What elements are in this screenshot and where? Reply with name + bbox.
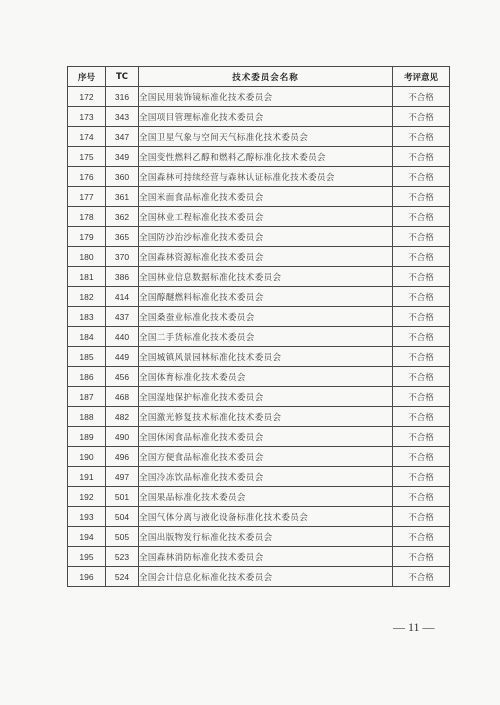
cell-tc: 370 <box>106 247 139 267</box>
cell-tc: 449 <box>106 347 139 367</box>
cell-committee-name: 全国林业工程标准化技术委员会 <box>139 207 393 227</box>
table-row <box>68 227 450 247</box>
cell-evaluation-opinion: 不合格 <box>393 87 450 107</box>
table-row <box>68 107 450 127</box>
table-row <box>68 467 450 487</box>
cell-evaluation-opinion: 不合格 <box>393 267 450 287</box>
cell-committee-name: 全国防沙治沙标准化技术委员会 <box>139 227 393 247</box>
cell-tc: 440 <box>106 327 139 347</box>
table-row <box>68 307 450 327</box>
cell-seq: 192 <box>68 487 106 507</box>
table-row <box>68 167 450 187</box>
cell-committee-name: 全国森林资源标准化技术委员会 <box>139 247 393 267</box>
table-row <box>68 487 450 507</box>
table-row <box>68 187 450 207</box>
table-row <box>68 367 450 387</box>
cell-evaluation-opinion: 不合格 <box>393 227 450 247</box>
cell-seq: 175 <box>68 147 106 167</box>
cell-evaluation-opinion: 不合格 <box>393 187 450 207</box>
cell-seq: 191 <box>68 467 106 487</box>
cell-evaluation-opinion: 不合格 <box>393 447 450 467</box>
cell-tc: 497 <box>106 467 139 487</box>
table-row <box>68 427 450 447</box>
cell-seq: 173 <box>68 107 106 127</box>
cell-committee-name: 全国变性燃料乙醇和燃料乙醇标准化技术委员会 <box>139 147 393 167</box>
cell-evaluation-opinion: 不合格 <box>393 467 450 487</box>
cell-evaluation-opinion: 不合格 <box>393 407 450 427</box>
cell-tc: 504 <box>106 507 139 527</box>
cell-seq: 179 <box>68 227 106 247</box>
cell-evaluation-opinion: 不合格 <box>393 327 450 347</box>
table-row <box>68 407 450 427</box>
cell-tc: 482 <box>106 407 139 427</box>
cell-seq: 195 <box>68 547 106 567</box>
cell-seq: 178 <box>68 207 106 227</box>
table-row <box>68 447 450 467</box>
page-number: — 11 — <box>393 620 435 634</box>
cell-committee-name: 全国果品标准化技术委员会 <box>139 487 393 507</box>
table-row <box>68 387 450 407</box>
cell-evaluation-opinion: 不合格 <box>393 347 450 367</box>
cell-seq: 194 <box>68 527 106 547</box>
cell-seq: 176 <box>68 167 106 187</box>
table-row <box>68 327 450 347</box>
cell-committee-name: 全国森林可持续经营与森林认证标准化技术委员会 <box>139 167 393 187</box>
cell-tc: 360 <box>106 167 139 187</box>
cell-evaluation-opinion: 不合格 <box>393 487 450 507</box>
cell-seq: 196 <box>68 567 106 587</box>
committee-evaluation-table <box>67 66 450 587</box>
cell-seq: 188 <box>68 407 106 427</box>
cell-tc: 505 <box>106 527 139 547</box>
cell-tc: 437 <box>106 307 139 327</box>
cell-tc: 347 <box>106 127 139 147</box>
cell-evaluation-opinion: 不合格 <box>393 507 450 527</box>
cell-evaluation-opinion: 不合格 <box>393 427 450 447</box>
cell-tc: 468 <box>106 387 139 407</box>
cell-committee-name: 全国激光修复技术标准化技术委员会 <box>139 407 393 427</box>
cell-seq: 172 <box>68 87 106 107</box>
table-body <box>68 87 450 587</box>
cell-seq: 182 <box>68 287 106 307</box>
table-row <box>68 207 450 227</box>
cell-evaluation-opinion: 不合格 <box>393 307 450 327</box>
cell-committee-name: 全国林业信息数据标准化技术委员会 <box>139 267 393 287</box>
cell-seq: 189 <box>68 427 106 447</box>
cell-seq: 183 <box>68 307 106 327</box>
cell-committee-name: 全国桑蚕业标准化技术委员会 <box>139 307 393 327</box>
table-row <box>68 507 450 527</box>
cell-tc: 343 <box>106 107 139 127</box>
cell-tc: 456 <box>106 367 139 387</box>
cell-committee-name: 全国米面食品标准化技术委员会 <box>139 187 393 207</box>
cell-committee-name: 全国民用装饰镜标准化技术委员会 <box>139 87 393 107</box>
cell-evaluation-opinion: 不合格 <box>393 547 450 567</box>
cell-tc: 501 <box>106 487 139 507</box>
cell-tc: 496 <box>106 447 139 467</box>
header-committee-name: 技术委员会名称 <box>139 67 393 87</box>
cell-seq: 184 <box>68 327 106 347</box>
cell-evaluation-opinion: 不合格 <box>393 387 450 407</box>
cell-committee-name: 全国休闲食品标准化技术委员会 <box>139 427 393 447</box>
cell-seq: 181 <box>68 267 106 287</box>
cell-committee-name: 全国出版物发行标准化技术委员会 <box>139 527 393 547</box>
table-header-row <box>68 67 450 87</box>
cell-evaluation-opinion: 不合格 <box>393 527 450 547</box>
cell-seq: 190 <box>68 447 106 467</box>
cell-seq: 180 <box>68 247 106 267</box>
header-tc: TC <box>106 67 139 87</box>
table-row <box>68 527 450 547</box>
cell-tc: 523 <box>106 547 139 567</box>
cell-committee-name: 全国会计信息化标准化技术委员会 <box>139 567 393 587</box>
table-row <box>68 547 450 567</box>
header-evaluation-opinion: 考评意见 <box>393 67 450 87</box>
cell-evaluation-opinion: 不合格 <box>393 567 450 587</box>
cell-tc: 349 <box>106 147 139 167</box>
table-row <box>68 567 450 587</box>
cell-committee-name: 全国卫星气象与空间天气标准化技术委员会 <box>139 127 393 147</box>
cell-evaluation-opinion: 不合格 <box>393 287 450 307</box>
cell-committee-name: 全国醇醚燃料标准化技术委员会 <box>139 287 393 307</box>
cell-evaluation-opinion: 不合格 <box>393 107 450 127</box>
cell-committee-name: 全国冷冻饮品标准化技术委员会 <box>139 467 393 487</box>
cell-tc: 414 <box>106 287 139 307</box>
cell-evaluation-opinion: 不合格 <box>393 207 450 227</box>
header-seq: 序号 <box>68 67 106 87</box>
cell-tc: 362 <box>106 207 139 227</box>
cell-committee-name: 全国气体分离与液化设备标准化技术委员会 <box>139 507 393 527</box>
cell-seq: 193 <box>68 507 106 527</box>
cell-seq: 186 <box>68 367 106 387</box>
cell-tc: 316 <box>106 87 139 107</box>
cell-tc: 386 <box>106 267 139 287</box>
cell-committee-name: 全国项目管理标准化技术委员会 <box>139 107 393 127</box>
table-row <box>68 87 450 107</box>
cell-tc: 490 <box>106 427 139 447</box>
cell-committee-name: 全国方便食品标准化技术委员会 <box>139 447 393 467</box>
cell-evaluation-opinion: 不合格 <box>393 147 450 167</box>
cell-seq: 185 <box>68 347 106 367</box>
cell-committee-name: 全国二手货标准化技术委员会 <box>139 327 393 347</box>
table-row <box>68 247 450 267</box>
cell-tc: 365 <box>106 227 139 247</box>
table-row <box>68 267 450 287</box>
cell-evaluation-opinion: 不合格 <box>393 127 450 147</box>
cell-committee-name: 全国湿地保护标准化技术委员会 <box>139 387 393 407</box>
cell-tc: 361 <box>106 187 139 207</box>
cell-evaluation-opinion: 不合格 <box>393 367 450 387</box>
cell-committee-name: 全国森林消防标准化技术委员会 <box>139 547 393 567</box>
table-row <box>68 127 450 147</box>
cell-seq: 174 <box>68 127 106 147</box>
cell-committee-name: 全国体育标准化技术委员会 <box>139 367 393 387</box>
table-row <box>68 147 450 167</box>
table-row <box>68 347 450 367</box>
cell-seq: 177 <box>68 187 106 207</box>
cell-evaluation-opinion: 不合格 <box>393 167 450 187</box>
cell-committee-name: 全国城镇风景园林标准化技术委员会 <box>139 347 393 367</box>
cell-tc: 524 <box>106 567 139 587</box>
cell-seq: 187 <box>68 387 106 407</box>
table-row <box>68 287 450 307</box>
cell-evaluation-opinion: 不合格 <box>393 247 450 267</box>
